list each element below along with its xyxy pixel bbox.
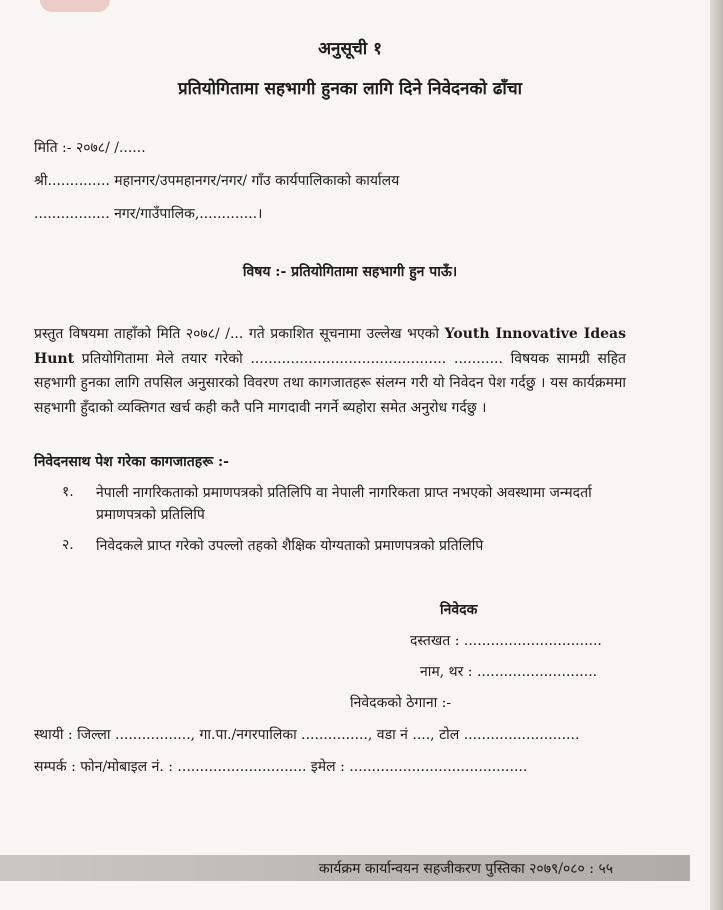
attachment-number-2: २. <box>62 537 74 553</box>
attachments-heading: निवेदनसाथ पेश गरेका कागजातहरू :- <box>34 454 229 470</box>
permanent-address-line: स्थायी : जिल्ला ................., गा.पा./नगरपालिका ..............., वडा नं ...., टोल .......................... <box>34 727 580 743</box>
recipient-line-2: ................. नगर/गाउँपालिक,.............। <box>34 206 263 222</box>
event-name: Youth Innovative Ideas Hunt <box>34 326 626 367</box>
page-tear-mark <box>40 0 110 12</box>
page-edge-shadow <box>710 0 723 910</box>
body-text-1: प्रस्तुत विषयमा ताहाँको मिति २०७८/ /... गते प्रकाशित सूचनामा उल्लेख भएको <box>34 326 445 342</box>
recipient-line-1: श्री.............. महानगर/उपमहानगर/नगर/ गाँउ कार्यपालिकाको कार्यालय <box>34 173 400 189</box>
name-line: नाम, थर : ........................... <box>420 664 598 680</box>
body-paragraph <box>34 322 626 420</box>
attachment-item-1: नेपाली नागरिकताको प्रमाणपत्रको प्रतिलिपि वा नेपाली नागरिकता प्राप्त नभएको अवस्थामा जन्मदर्ता प्रमाणपत्रको प्रतिलिपि <box>96 485 592 523</box>
form-title: प्रतियोगितामा सहभागी हुनका लागि दिने निवेदनको ढाँचा <box>177 79 523 99</box>
schedule-heading: अनुसूची १ <box>318 39 382 59</box>
signature-line: दस्तखत : ............................... <box>410 633 602 649</box>
contact-line: सम्पर्क : फोन/मोबाइल नं. : ............................. इमेल : ........................................ <box>34 759 528 775</box>
body-text-2: प्रतियोगितामा मेले तयार गरेको ............................................ ........... विषयक सामग्री सहित सहभागी हुनका लागि तपसिल अनुसारको विवरण तथा कागजातहरू संलग्न गरी यो निवेदन पेश गर्दछु । यस कार्यक्रममा सहभागी हुँदाको व्यक्तिगत खर्च कही कतै पनि मागदावी नगर्ने ब्यहोरा समेत अनुरोध गर्दछु । <box>34 350 626 416</box>
footer-text: कार्यक्रम कार्यान्वयन सहजीकरण पुस्तिका २०७९/०८० : ५५ <box>318 861 613 877</box>
subject-line: विषय :- प्रतियोगितामा सहभागी हुन पाऊँ। <box>242 264 458 280</box>
attachment-item-2: निवेदकले प्राप्त गरेको उपल्लो तहको शैक्षिक योग्यताको प्रमाणपत्रको प्रतिलिपि <box>96 538 484 554</box>
address-heading: निवेदकको ठेगाना :- <box>350 695 452 711</box>
date-line: मिति :- २०७८/ /...... <box>34 140 146 156</box>
attachment-number-1: १. <box>62 484 74 500</box>
applicant-heading: निवेदक <box>440 602 478 618</box>
